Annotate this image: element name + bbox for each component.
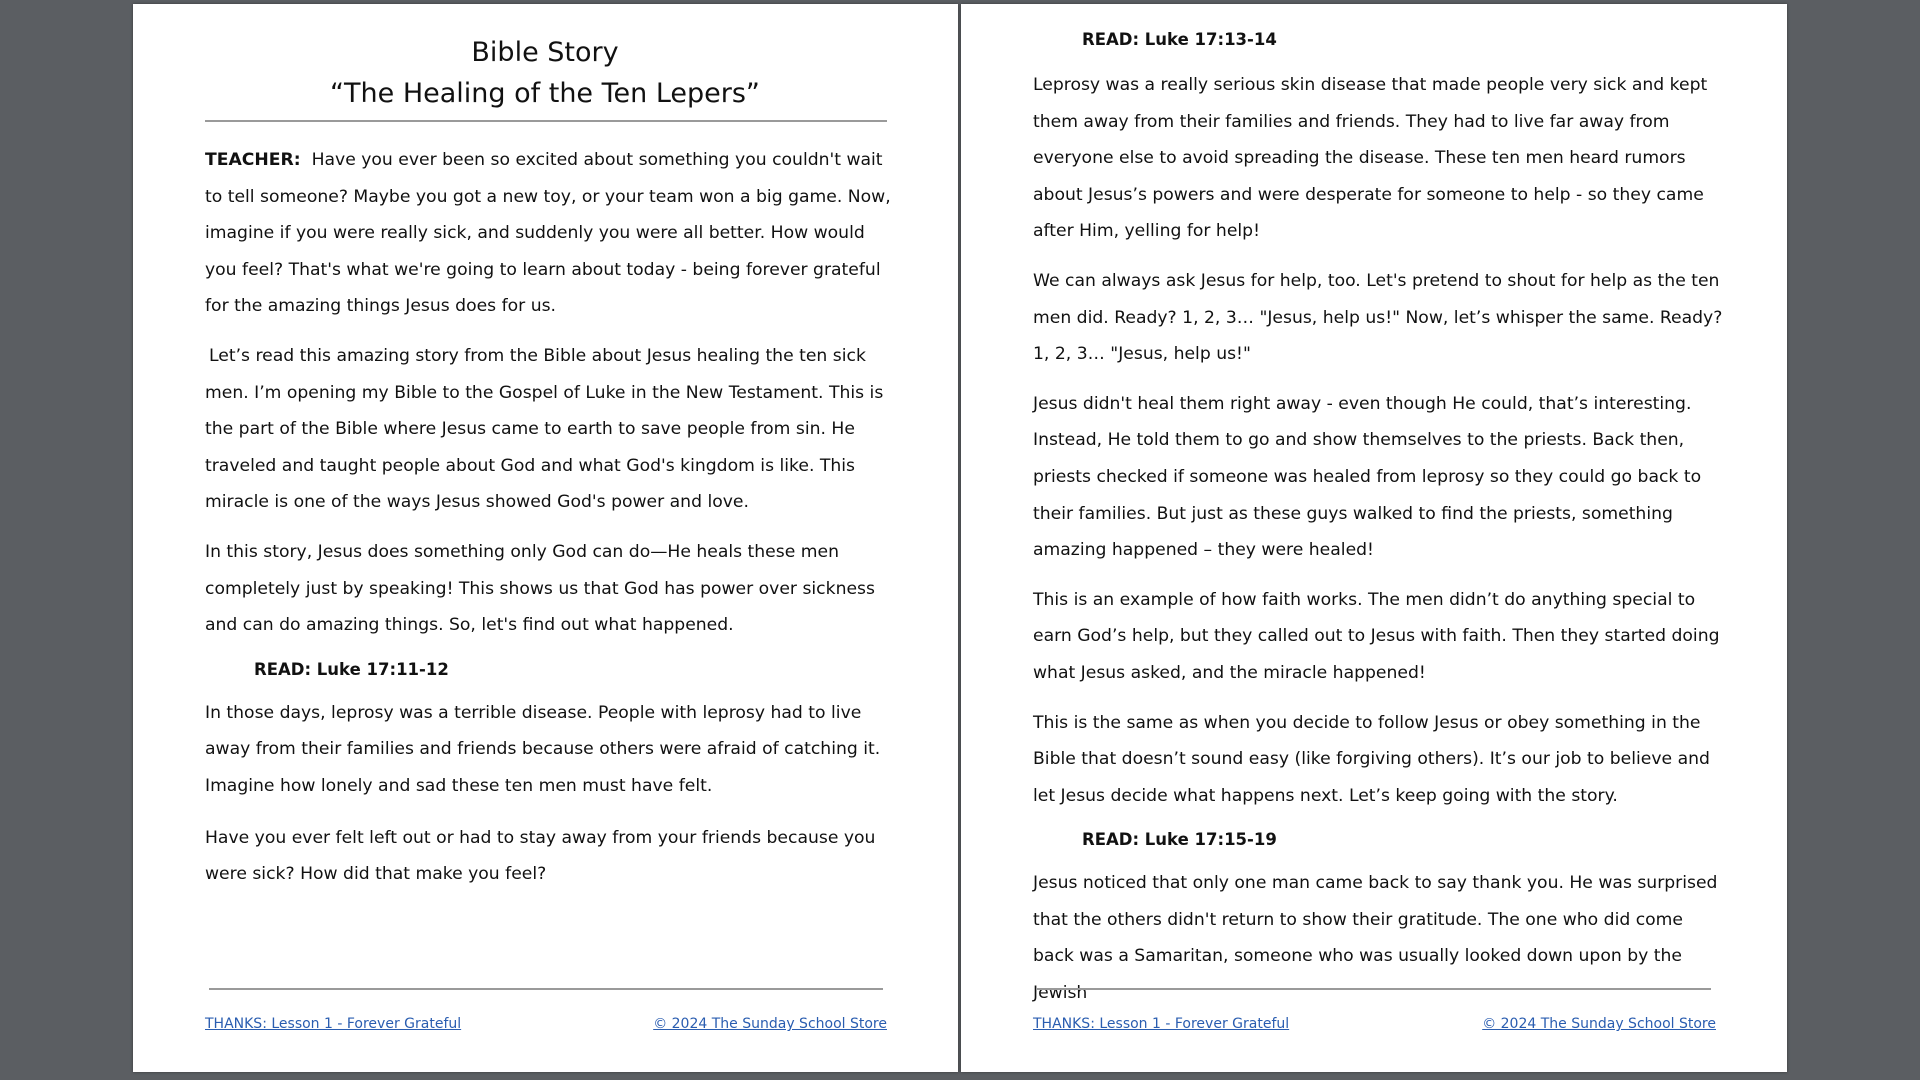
paragraph: In those days, leprosy was a terrible disease. People with leprosy had to live away from their families and friends because others were afraid of catching it. Imagine how lonely and sad these ten men must have felt. — [205, 702, 881, 796]
footer-copyright-link[interactable]: © 2024 The Sunday School Store — [653, 1016, 887, 1032]
teacher-paragraph-text: Have you ever been so excited about something you couldn't wait to tell someone? Maybe you got a new toy, or your team won a big game. Now, imagine if you were really sick, and suddenly you were all better. How would you feel? That's what we're going to learn about today - being forever grateful for the amazing things Jesus does for us. — [205, 150, 891, 317]
page-title — [205, 32, 885, 114]
paragraph: We can always ask Jesus for help, too. Let's pretend to shout for help as the ten men did. Ready? 1, 2, 3… "Jesus, help us!" Now, let’s whisper the same. Ready? 1, 2, 3… "Jesus, help us!" — [1033, 270, 1723, 365]
page-left — [133, 4, 958, 1072]
footer-divider — [1037, 988, 1711, 990]
read-heading: READ: Luke 17:11-12 — [254, 659, 449, 679]
paragraph: This is the same as when you decide to follow Jesus or obey something in the Bible that doesn’t sound easy (like forgiving others). It’s our job to believe and let Jesus decide what happens next. Let’s keep going with the story. — [1033, 712, 1710, 806]
footer-copyright-link[interactable]: © 2024 The Sunday School Store — [1482, 1016, 1716, 1032]
page-left-content — [205, 4, 895, 893]
teacher-paragraph — [205, 142, 895, 325]
teacher-label: TEACHER: — [205, 150, 301, 170]
footer-lesson-link[interactable]: THANKS: Lesson 1 - Forever Grateful — [205, 1016, 462, 1032]
footer-divider — [209, 988, 883, 990]
page-right-content — [1033, 4, 1723, 1012]
footer-lesson-link[interactable]: THANKS: Lesson 1 - Forever Grateful — [1033, 1016, 1290, 1032]
paragraph: Leprosy was a really serious skin disease that made people very sick and kept them away from their families and friends. They had to live far away from everyone else to avoid spreading the disease. These ten men heard rumors about Jesus’s powers and were desperate for someone to help - so they came after Him, yelling for help! — [1033, 75, 1708, 242]
paragraph: In this story, Jesus does something only God can do—He heals these men completely just by speaking! This shows us that God has power over sickness and can do amazing things. So, let's find out what happened. — [205, 541, 875, 636]
paragraph: Jesus didn't heal them right away - even though He could, that’s interesting. Instead, He told them to go and show themselves to the priests. Back then, priests checked if someone was healed from leprosy so they could go back to their families. But just as these guys walked to find the priests, something amazing happened – they were healed! — [1033, 393, 1702, 561]
paragraph: This is an example of how faith works. The men didn’t do anything special to earn God’s help, but they called out to Jesus with faith. Then they started doing what Jesus asked, and the miracle happened! — [1033, 589, 1720, 683]
read-heading: READ: Luke 17:15-19 — [1082, 830, 1277, 850]
title-line-1: Bible Story — [471, 37, 619, 68]
paragraph: Have you ever felt left out or had to stay away from your friends because you were sick? How did that make you feel? — [205, 827, 876, 885]
page-right — [961, 4, 1787, 1072]
paragraph: Jesus noticed that only one man came back to say thank you. He was surprised that the others didn't return to show their gratitude. The one who did come back was a Samaritan, someone who was usually looked down upon by the Jewish — [1033, 873, 1718, 1004]
title-line-2: “The Healing of the Ten Lepers” — [330, 78, 760, 109]
paragraph: Let’s read this amazing story from the Bible about Jesus healing the ten sick men. I’m opening my Bible to the Gospel of Luke in the New Testament. This is the part of the Bible where Jesus came to earth to save people from sin. He traveled and taught people about God and what God's kingdom is like. This miracle is one of the ways Jesus showed God's power and love. — [205, 345, 884, 513]
read-heading: READ: Luke 17:13-14 — [1082, 30, 1277, 49]
title-divider — [205, 120, 887, 122]
